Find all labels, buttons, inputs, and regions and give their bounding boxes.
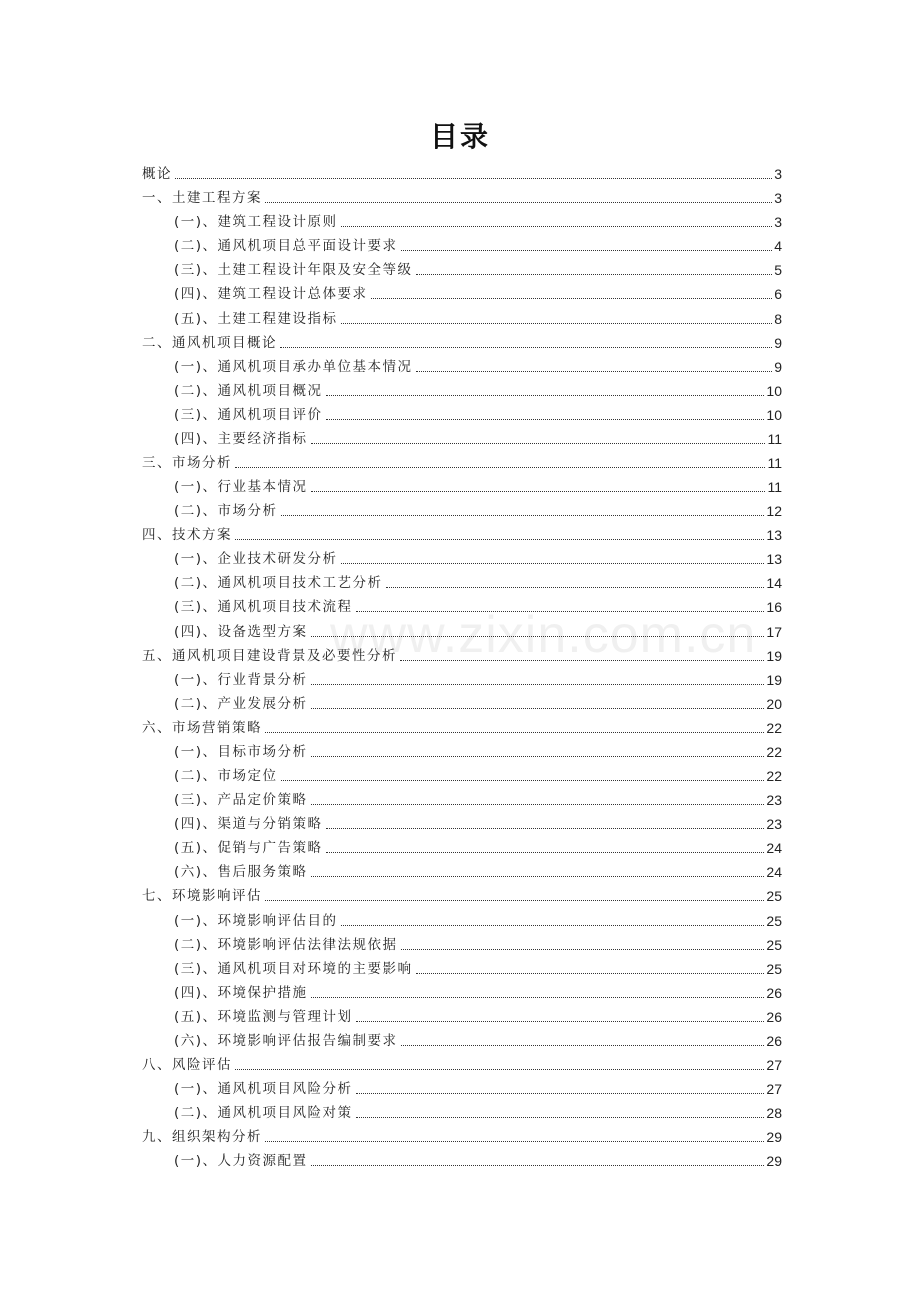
toc-entry[interactable] xyxy=(142,617,782,641)
toc-dot-leader xyxy=(281,780,765,781)
toc-entry-page-number: 29 xyxy=(766,1129,782,1146)
toc-dot-leader xyxy=(341,323,773,324)
toc-entry-page-number: 3 xyxy=(774,190,782,207)
toc-dot-leader xyxy=(280,347,772,348)
toc-entry[interactable] xyxy=(142,256,782,280)
toc-entry-page-number: 11 xyxy=(767,430,782,447)
toc-entry[interactable] xyxy=(142,931,782,955)
toc-dot-leader xyxy=(311,804,765,805)
toc-entry-page-number: 9 xyxy=(774,358,782,375)
toc-entry-page-number: 16 xyxy=(766,599,782,616)
toc-entry[interactable] xyxy=(142,690,782,714)
toc-entry-label: (四)、建筑工程设计总体要求 xyxy=(174,286,368,303)
toc-entry-page-number: 26 xyxy=(766,1032,782,1049)
toc-entry-page-number: 10 xyxy=(766,406,782,423)
toc-entry-label: (二)、通风机项目技术工艺分析 xyxy=(174,575,383,592)
toc-entry[interactable] xyxy=(142,1147,782,1171)
toc-dot-leader xyxy=(311,876,765,877)
toc-entry[interactable] xyxy=(142,834,782,858)
toc-entry-page-number: 25 xyxy=(766,912,782,929)
toc-entry[interactable] xyxy=(142,497,782,521)
toc-entry-page-number: 13 xyxy=(766,527,782,544)
toc-entry-page-number: 14 xyxy=(766,575,782,592)
toc-dot-leader xyxy=(341,925,765,926)
toc-entry-label: (一)、人力资源配置 xyxy=(174,1153,308,1170)
toc-dot-leader xyxy=(311,1165,765,1166)
toc-dot-leader xyxy=(401,250,773,251)
toc-entry-page-number: 17 xyxy=(766,623,782,640)
toc-entry-page-number: 3 xyxy=(774,166,782,183)
toc-entry-page-number: 26 xyxy=(766,1008,782,1025)
toc-entry[interactable] xyxy=(142,160,782,184)
toc-dot-leader xyxy=(311,997,765,998)
toc-entry-label: (二)、产业发展分析 xyxy=(174,695,308,712)
toc-entry[interactable] xyxy=(142,979,782,1003)
table-of-contents xyxy=(142,160,782,1171)
toc-entry-label: 五、通风机项目建设背景及必要性分析 xyxy=(142,647,397,664)
toc-entry-label: (二)、市场定位 xyxy=(174,768,278,785)
toc-entry-label: (三)、土建工程设计年限及安全等级 xyxy=(174,262,413,279)
toc-entry-label: 概论 xyxy=(142,166,172,183)
toc-entry[interactable] xyxy=(142,1051,782,1075)
toc-entry-page-number: 13 xyxy=(766,551,782,568)
toc-dot-leader xyxy=(311,636,765,637)
toc-entry-page-number: 25 xyxy=(766,936,782,953)
toc-dot-leader xyxy=(235,539,764,540)
toc-dot-leader xyxy=(311,491,766,492)
toc-entry[interactable] xyxy=(142,1099,782,1123)
toc-entry-label: (二)、环境影响评估法律法规依据 xyxy=(174,936,398,953)
toc-entry[interactable] xyxy=(142,666,782,690)
toc-entry-page-number: 6 xyxy=(774,286,782,303)
toc-entry-label: (二)、通风机项目总平面设计要求 xyxy=(174,238,398,255)
toc-entry[interactable] xyxy=(142,329,782,353)
toc-dot-leader xyxy=(326,828,765,829)
toc-entry[interactable] xyxy=(142,786,782,810)
toc-dot-leader xyxy=(326,852,765,853)
toc-entry-page-number: 25 xyxy=(766,960,782,977)
toc-entry-label: (一)、行业背景分析 xyxy=(174,671,308,688)
toc-entry-label: 三、市场分析 xyxy=(142,455,232,472)
toc-entry-page-number: 10 xyxy=(766,382,782,399)
toc-entry[interactable] xyxy=(142,1003,782,1027)
toc-entry-label: 九、组织架构分析 xyxy=(142,1129,262,1146)
toc-entry[interactable] xyxy=(142,858,782,882)
toc-entry-label: (六)、环境影响评估报告编制要求 xyxy=(174,1032,398,1049)
toc-entry-label: (六)、售后服务策略 xyxy=(174,864,308,881)
toc-entry[interactable] xyxy=(142,762,782,786)
toc-entry[interactable] xyxy=(142,593,782,617)
toc-entry-page-number: 29 xyxy=(766,1153,782,1170)
toc-entry[interactable] xyxy=(142,642,782,666)
toc-entry-label: (一)、通风机项目风险分析 xyxy=(174,1081,353,1098)
toc-entry-page-number: 23 xyxy=(766,792,782,809)
toc-entry-label: 八、风险评估 xyxy=(142,1056,232,1073)
toc-entry-label: (一)、建筑工程设计原则 xyxy=(174,214,338,231)
toc-dot-leader xyxy=(175,178,772,179)
toc-entry-label: (四)、主要经济指标 xyxy=(174,430,308,447)
toc-dot-leader xyxy=(356,611,765,612)
toc-entry-label: (三)、通风机项目对环境的主要影响 xyxy=(174,960,413,977)
toc-entry[interactable] xyxy=(142,184,782,208)
toc-entry-label: 四、技术方案 xyxy=(142,527,232,544)
toc-dot-leader xyxy=(356,1117,765,1118)
toc-entry-page-number: 20 xyxy=(766,695,782,712)
toc-entry-page-number: 22 xyxy=(766,719,782,736)
toc-entry[interactable] xyxy=(142,473,782,497)
toc-entry-label: 一、土建工程方案 xyxy=(142,190,262,207)
toc-entry-page-number: 26 xyxy=(766,984,782,1001)
toc-entry-label: (二)、通风机项目概况 xyxy=(174,382,323,399)
toc-entry-page-number: 19 xyxy=(766,647,782,664)
toc-dot-leader xyxy=(341,226,773,227)
toc-dot-leader xyxy=(326,395,765,396)
toc-entry[interactable] xyxy=(142,280,782,304)
toc-entry-page-number: 25 xyxy=(766,888,782,905)
toc-dot-leader xyxy=(311,684,765,685)
toc-dot-leader xyxy=(416,973,765,974)
toc-entry-page-number: 11 xyxy=(767,479,782,496)
toc-dot-leader xyxy=(400,660,764,661)
toc-dot-leader xyxy=(265,202,772,203)
toc-entry[interactable] xyxy=(142,1027,782,1051)
toc-entry-label: (一)、环境影响评估目的 xyxy=(174,912,338,929)
toc-entry[interactable] xyxy=(142,714,782,738)
toc-entry-page-number: 27 xyxy=(766,1056,782,1073)
toc-entry[interactable] xyxy=(142,906,782,930)
toc-dot-leader xyxy=(326,419,765,420)
toc-dot-leader xyxy=(356,1093,765,1094)
page-title: 目录 xyxy=(429,120,490,153)
toc-entry-label: (三)、通风机项目技术流程 xyxy=(174,599,353,616)
toc-entry[interactable] xyxy=(142,882,782,906)
toc-entry-page-number: 23 xyxy=(766,816,782,833)
toc-entry[interactable] xyxy=(142,353,782,377)
toc-dot-leader xyxy=(386,587,765,588)
toc-entry-label: (二)、通风机项目风险对策 xyxy=(174,1105,353,1122)
toc-dot-leader xyxy=(265,732,764,733)
toc-dot-leader xyxy=(341,563,765,564)
toc-dot-leader xyxy=(281,515,765,516)
toc-dot-leader xyxy=(371,298,773,299)
toc-entry-label: (三)、通风机项目评价 xyxy=(174,406,323,423)
toc-entry-label: (一)、企业技术研发分析 xyxy=(174,551,338,568)
toc-entry[interactable] xyxy=(142,521,782,545)
toc-entry-label: 二、通风机项目概论 xyxy=(142,334,277,351)
toc-entry-page-number: 12 xyxy=(766,503,782,520)
toc-entry[interactable] xyxy=(142,569,782,593)
toc-entry-label: (五)、促销与广告策略 xyxy=(174,840,323,857)
toc-entry-page-number: 28 xyxy=(766,1105,782,1122)
toc-dot-leader xyxy=(265,900,764,901)
toc-entry-label: 七、环境影响评估 xyxy=(142,888,262,905)
toc-entry[interactable] xyxy=(142,232,782,256)
toc-entry-page-number: 4 xyxy=(774,238,782,255)
toc-entry-page-number: 22 xyxy=(766,743,782,760)
toc-entry-label: (五)、土建工程建设指标 xyxy=(174,310,338,327)
toc-dot-leader xyxy=(401,949,765,950)
watermark: www.zixin.com.cn xyxy=(330,606,757,664)
toc-dot-leader xyxy=(416,371,773,372)
toc-entry-page-number: 19 xyxy=(766,671,782,688)
toc-entry[interactable] xyxy=(142,377,782,401)
toc-entry-page-number: 3 xyxy=(774,214,782,231)
toc-entry-label: (一)、目标市场分析 xyxy=(174,743,308,760)
toc-entry[interactable] xyxy=(142,810,782,834)
toc-dot-leader xyxy=(235,467,765,468)
toc-entry-label: 六、市场营销策略 xyxy=(142,719,262,736)
toc-entry[interactable] xyxy=(142,545,782,569)
toc-entry[interactable] xyxy=(142,955,782,979)
toc-dot-leader xyxy=(265,1141,764,1142)
toc-entry-page-number: 24 xyxy=(766,864,782,881)
toc-entry-label: (一)、行业基本情况 xyxy=(174,479,308,496)
toc-entry[interactable] xyxy=(142,208,782,232)
toc-dot-leader xyxy=(235,1069,764,1070)
toc-entry[interactable] xyxy=(142,401,782,425)
toc-entry-label: (二)、市场分析 xyxy=(174,503,278,520)
toc-entry[interactable] xyxy=(142,738,782,762)
toc-dot-leader xyxy=(416,274,773,275)
toc-entry-page-number: 11 xyxy=(767,455,782,472)
toc-entry[interactable] xyxy=(142,1075,782,1099)
toc-entry[interactable] xyxy=(142,304,782,328)
toc-dot-leader xyxy=(311,708,765,709)
toc-entry-page-number: 27 xyxy=(766,1081,782,1098)
toc-dot-leader xyxy=(356,1021,765,1022)
toc-entry-page-number: 8 xyxy=(774,310,782,327)
toc-entry[interactable] xyxy=(142,449,782,473)
toc-entry-label: (四)、设备选型方案 xyxy=(174,623,308,640)
toc-entry-label: (四)、渠道与分销策略 xyxy=(174,816,323,833)
toc-entry-label: (三)、产品定价策略 xyxy=(174,792,308,809)
toc-entry-page-number: 5 xyxy=(774,262,782,279)
toc-dot-leader xyxy=(401,1045,765,1046)
toc-entry[interactable] xyxy=(142,1123,782,1147)
toc-entry-label: (一)、通风机项目承办单位基本情况 xyxy=(174,358,413,375)
toc-entry-page-number: 24 xyxy=(766,840,782,857)
toc-entry-label: (五)、环境监测与管理计划 xyxy=(174,1008,353,1025)
toc-entry-label: (四)、环境保护措施 xyxy=(174,984,308,1001)
toc-dot-leader xyxy=(311,756,765,757)
toc-entry-page-number: 22 xyxy=(766,768,782,785)
toc-entry[interactable] xyxy=(142,425,782,449)
toc-dot-leader xyxy=(311,443,766,444)
toc-entry-page-number: 9 xyxy=(774,334,782,351)
